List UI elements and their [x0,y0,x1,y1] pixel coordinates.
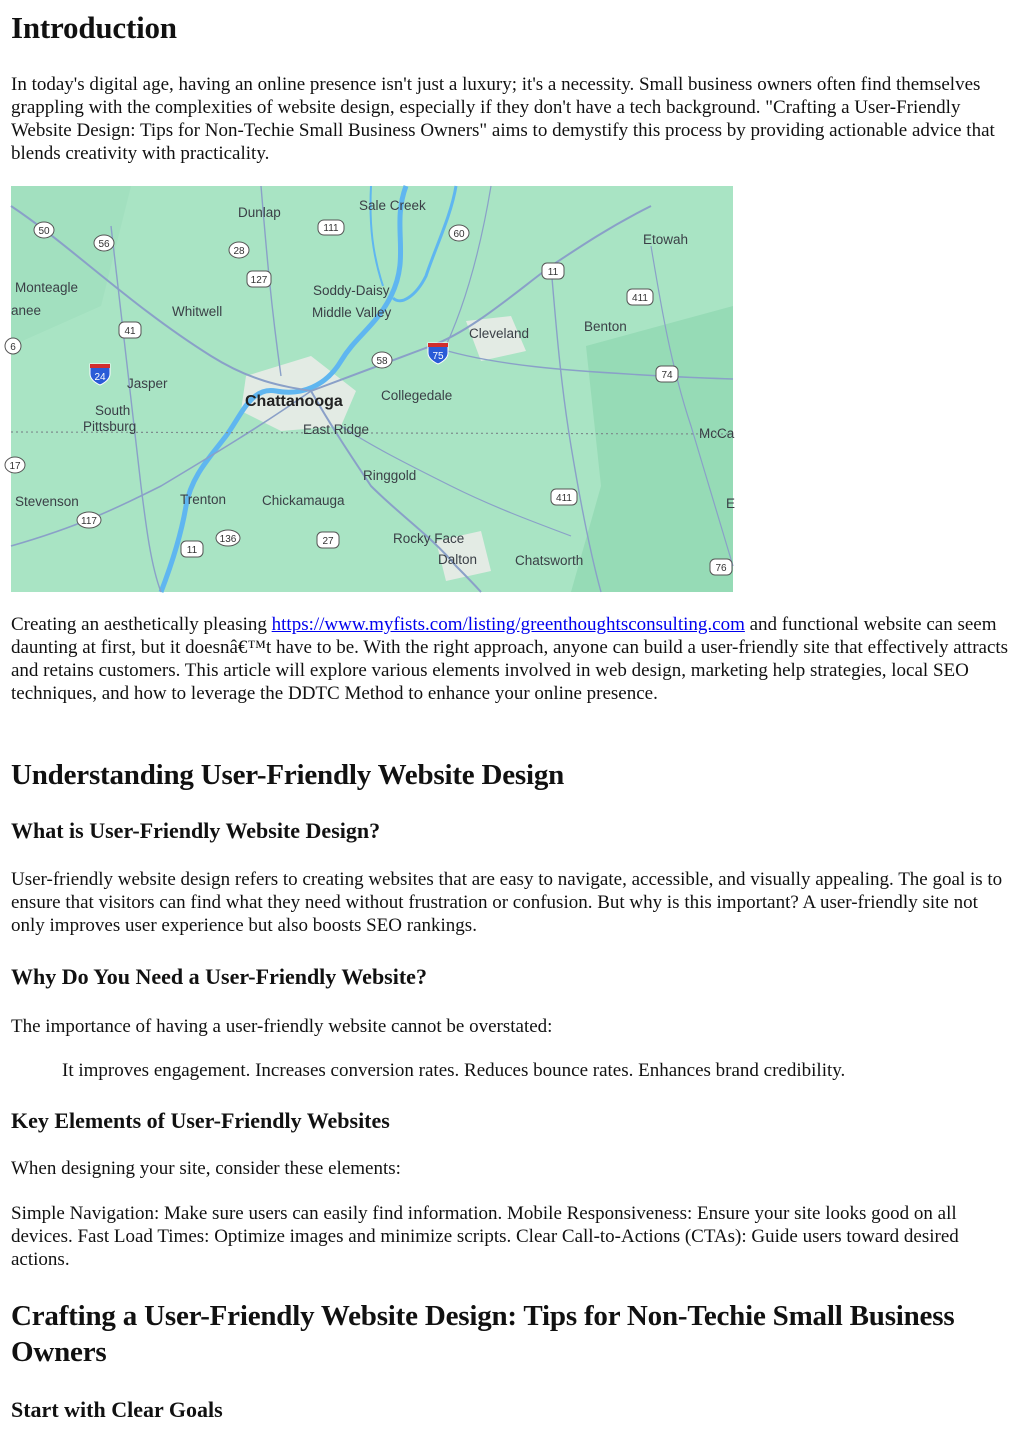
route-shield [318,220,344,235]
map-label-cleveland: Cleveland [469,326,530,341]
map-label-jasper: Jasper [127,376,168,391]
map-label-chattanooga: Chattanooga [245,393,343,410]
svg-text:17: 17 [9,461,21,472]
route-shield [372,352,392,368]
route-shield [5,338,21,354]
route-shield [34,222,54,238]
intro-heading: Introduction [11,10,177,45]
map-label-middle-valley: Middle Valley [312,305,392,320]
route-shield [710,559,732,575]
svg-text:27: 27 [322,536,334,547]
map-label-ringgold: Ringgold [363,468,417,483]
map-label-benton: Benton [584,319,627,334]
svg-text:75: 75 [432,351,444,362]
map-label-pittsburg: Pittsburg [83,419,137,434]
route-shield [229,242,249,258]
svg-text:76: 76 [715,563,727,574]
route-shield [247,271,271,287]
route-shield [94,235,114,251]
svg-text:56: 56 [98,239,110,250]
map-label-chickamauga: Chickamauga [262,493,345,508]
map-label-etowah: Etowah [643,232,689,247]
route-shield [627,289,653,305]
map-label-rocky-face: Rocky Face [393,531,465,546]
map-label-monteagle: Monteagle [15,280,79,295]
svg-text:117: 117 [81,516,97,527]
key-heading: Key Elements of User-Friendly Websites [11,1108,390,1133]
svg-text:41: 41 [124,326,136,337]
intro-paragraph: In today's digital age, having an online presence isn't just a luxury; it's a necessity. Small business owners often find themselves grappling with the complexities of website design, especially if they don't have a tech background. "Crafting a User-Friendly Website Design: Tips for Non-Techie Small Business Owners" aims to demystify this process by providing actionable advice that blends creativity with practicality. [11,74,995,164]
route-shield [181,541,203,557]
map-label-mcc: McCa [699,426,735,441]
map-image [9,186,736,592]
map-label-collegedale: Collegedale [381,388,453,403]
what-heading: What is User-Friendly Website Design? [11,818,381,843]
svg-text:411: 411 [556,493,572,504]
map-label-dalton: Dalton [438,552,478,567]
why-heading: Why Do You Need a User-Friendly Website? [11,964,427,989]
route-shield [119,322,141,338]
map-label-south: South [95,403,131,418]
map-label-e: E [726,496,736,511]
map-label-trenton: Trenton [180,492,227,507]
svg-text:11: 11 [547,267,559,278]
map-label-dunlap: Dunlap [238,205,281,220]
route-shield [449,225,469,241]
crafting-heading: Crafting a User-Friendly Website Design: Tips for Non-Techie Small Business Owners [11,1300,955,1368]
route-shield [77,512,101,528]
svg-text:50: 50 [38,226,50,237]
svg-text:28: 28 [233,246,245,257]
svg-text:136: 136 [219,534,237,545]
route-shield [551,489,577,505]
svg-text:111: 111 [323,223,339,234]
route-shield [5,457,25,473]
paragraph-text-after-link: and functional website can seem daunting at first, but it doesnâ€™t have to be. With the right approach, anyone can build a user-friendly site that effectively attracts and retains customers. This article will explore various elements involved in web design, marketing help strategies, local SEO techniques, and how to leverage the DDTC Method to enhance your online presence. [11,614,1009,704]
route-shield [216,530,240,546]
map-label-soddy-daisy: Soddy-Daisy [313,283,390,298]
map-label-whitwell: Whitwell [172,304,223,319]
svg-text:24: 24 [94,372,106,383]
crafting-subheading: Start with Clear Goals [11,1397,223,1422]
key-intro: When designing your site, consider these elements: [11,1158,401,1179]
why-list: It improves engagement. Increases conversion rates. Reduces bounce rates. Enhances brand credibility. [62,1060,846,1081]
why-paragraph: The importance of having a user-friendly website cannot be overstated: [11,1016,553,1037]
section-paragraph-with-link [11,613,1014,705]
what-paragraph: User-friendly website design refers to creating websites that are easy to navigate, accessible, and visually appealing. The goal is to ensure that visitors can find what they need without frustration or confusion. But why is this important? A user-friendly site not only improves user experience but also boosts SEO rankings. [11,869,1003,936]
understanding-heading: Understanding User-Friendly Website Design [11,759,565,791]
consulting-link[interactable]: https://www.myfists.com/listing/greenthoughtsconsulting.com [271,614,745,635]
svg-text:127: 127 [250,275,268,286]
map-label-stevenson: Stevenson [15,494,79,509]
svg-text:411: 411 [632,293,648,304]
key-paragraph: Simple Navigation: Make sure users can easily find information. Mobile Responsiveness: Ensure your site looks good on all devices. Fast Load Times: Optimize images and minimize scripts. Clear Call-to-Actions (CTAs): Guide users toward desired actions. [11,1203,959,1270]
map-label-anee: anee [11,303,42,318]
route-shield [317,532,339,548]
svg-text:60: 60 [453,229,465,240]
map-label-sale-creek: Sale Creek [359,198,426,213]
svg-text:6: 6 [10,342,16,353]
map-label-chatsworth: Chatsworth [515,553,584,568]
svg-text:11: 11 [186,545,198,556]
map-label-east-ridge: East Ridge [303,422,370,437]
route-shield [656,366,678,382]
route-shield [542,263,564,279]
paragraph-text-before-link: Creating an aesthetically pleasing [11,614,272,635]
svg-text:74: 74 [661,370,673,381]
svg-text:58: 58 [376,356,388,367]
